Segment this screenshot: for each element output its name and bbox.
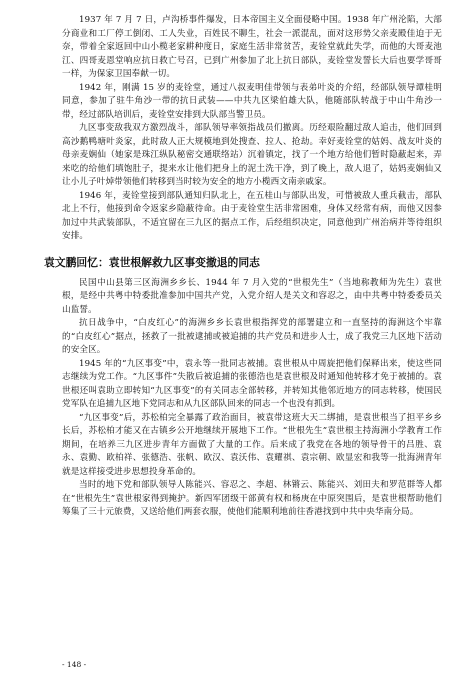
paragraph: 1942 年，刚满 15 岁的麦铨堂，通过八叔麦明佳带领与表弟叶炎的介绍，经部队领导谭桂明同意，参加了驻牛角沙一带的抗日武装——中共九区梁伯雄大队，他随部队转战于中山牛角沙一带，经过部队培训后，麦铨堂安排到大队部当警卫员。 — [62, 82, 442, 120]
body-text — [44, 14, 442, 520]
paragraph: 1946 年，麦铨堂接到部队通知归队北上，在五桂山与部队出发，可惜被敌人重兵截击，部队北上不行，他接到命令返家乡隐蔽待命。由于麦铨堂生活非常困难，身体又经常有病，而他又因参加过中共武装部队，不适宜留在三九区的据点工作，后经组织决定，同意他到广州治病并等待组织安排。 — [62, 190, 442, 241]
paragraph: 民国中山县第三区海洲乡乡长、1944 年 7 月入党的“世根先生”（当地称教师为先生）袁世根，是经中共粤中特委批准参加中国共产党，入党介绍人是关文和容忍之，由中共粤中特委委员关山监誓。 — [62, 277, 442, 315]
page-number: - 148 - — [62, 660, 87, 669]
paragraph: 1937 年 7 月 7 日，卢沟桥事件爆发，日本帝国主义全面侵略中国。1938 年广州沦陷，大部分商业和工厂停工倒闭、工人失业，百姓民不聊生，社会一派混乱，面对这形势父亲麦殿佳迫于无奈，带着全家返回中山小榄老家耕种度日，家庭生活非常贫苦，麦铨堂就此失学，而他的大哥麦池江、四哥麦恩堂响应抗日救亡号召，已到广州参加了北上抗日部队，麦铨堂发誓长大后也要学哥哥一样，为保家卫国奉献一切。 — [62, 15, 442, 79]
paragraph: 九区事变敌我双方激烈战斗，部队领导率领指战员们撤离。历经艰险翻过敌人追击，他们回到高沙鹅鸭塘叶炎家，此时敌人正大规模地到处搜查、拉人、抢劫。幸好麦铨堂的姑妈、战友叶炎的母亲麦娴仙（她家是珠江纵队秘密交通联络站）沉着镇定，找了一个地方给他们暂时隐蔽起来，弄来吃的给他们填饱肚子，提来水让他们把身上的泥土洗干净，到了晚上，敌人退了，姑妈麦娴仙又让小儿子叶焯带领他们转移到当时较为安全的地方小榄西文南亲戚家。 — [62, 123, 442, 187]
paragraph: 抗日战争中，“白皮红心”的海洲乡乡长袁世根指挥党的部署建立和一直坚持的海洲这个牢靠的“白皮红心”据点，拯救了一批被逮捕或被追捕的共产党员和进步人士，成了我党三九区地下活动的安全区。 — [62, 318, 442, 355]
paragraph: “九区事变”后，苏松柏完全暴露了政治面目，被袁带这班大天二绑捕，是袁世根当了担平乡乡长后，苏松柏才能又在古镇乡公开地继续开展地下工作。“世根先生”袁世根主持海洲小学教育工作期间，在培养三九区进步青年方面做了大量的工作。后来成了我党在各地的领导骨干的吕胜、袁永、袁勤、欧柏祥、张德浩、张帆、欧汉、袁沃伟、袁耀祺、袁宗朝、欧显宏和我等一批海洲青年就是这样接受进步思想投身革命的。 — [62, 412, 442, 477]
paragraph: 当时的地下党和部队领导人陈能兴、容忍之、李超、林锵云、陈能兴、刘田夫和罗范群等人都在“世根先生”袁世根家得到掩护。新四军团级干部黄有权和杨庚在中原突围后，是袁世根帮助他们筹集了三十元旅费，又送给他们两套衣服，使他们能顺利地前往香港找到中共中央华南分局。 — [62, 480, 442, 517]
section-title: 袁文鹏回忆：袁世根解救九区事变撤退的同志 — [44, 255, 260, 269]
paragraph: 1945 年的“九区事变”中，袁永等一批同志被捕。袁世根从中周旋把他们保释出来，使这些同志继续为党工作。“九区事件”失散后被追捕的张德浩也是袁世根及时通知他转移才免于被捕的。袁世根还叫袁助立即转知“九区事变”的有关同志全部转移，并转知其他邻近地方的同志转移，使国民党军队在追捕九区地下党同志和从九区部队回来的同志一个也没有抓到。 — [62, 358, 442, 409]
